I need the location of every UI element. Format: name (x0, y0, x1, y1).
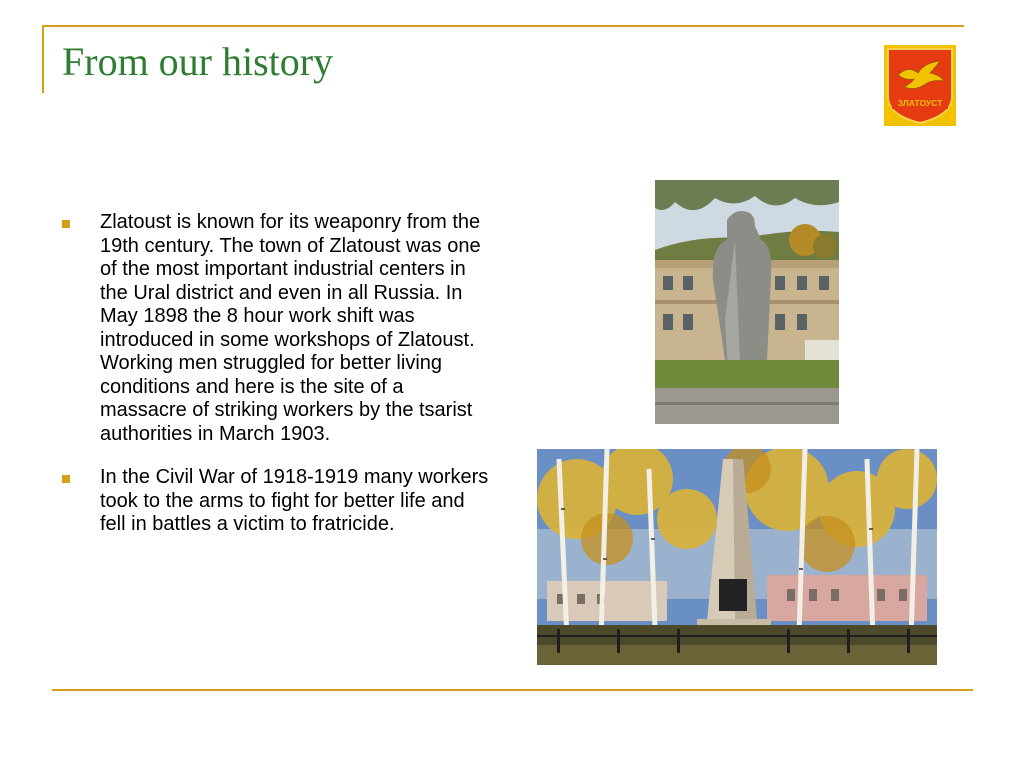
emblem-text: ЗЛАТОУСТ (897, 98, 943, 108)
page-title: From our history (62, 39, 334, 84)
title-frame-top-line (42, 25, 964, 27)
bullet-text: In the Civil War of 1918-1919 many workers took to the arms to fight for better life and fell in battles a victim to fratricide. (100, 466, 489, 535)
city-emblem (884, 45, 956, 126)
bullet-item (62, 466, 492, 537)
title-frame-left-line (42, 25, 44, 93)
square-bullet-icon (62, 220, 70, 228)
bullet-item (62, 211, 492, 446)
bullet-list (62, 211, 492, 557)
bottom-divider-line (52, 689, 973, 691)
bullet-text: Zlatoust is known for its weaponry from the 19th century. The town of Zlatoust was one of the most important industrial centers in the Ural district and even in all Russia. In May 1898 the 8 hour work shift was introduced in some workshops of Zlatoust. Working men struggled for better living conditions and here is the site of a massacre of striking workers by the tsarist authorities in March 1903. (100, 211, 481, 445)
monument-photo (537, 449, 937, 665)
square-bullet-icon (62, 475, 70, 483)
statue-photo (655, 180, 839, 424)
